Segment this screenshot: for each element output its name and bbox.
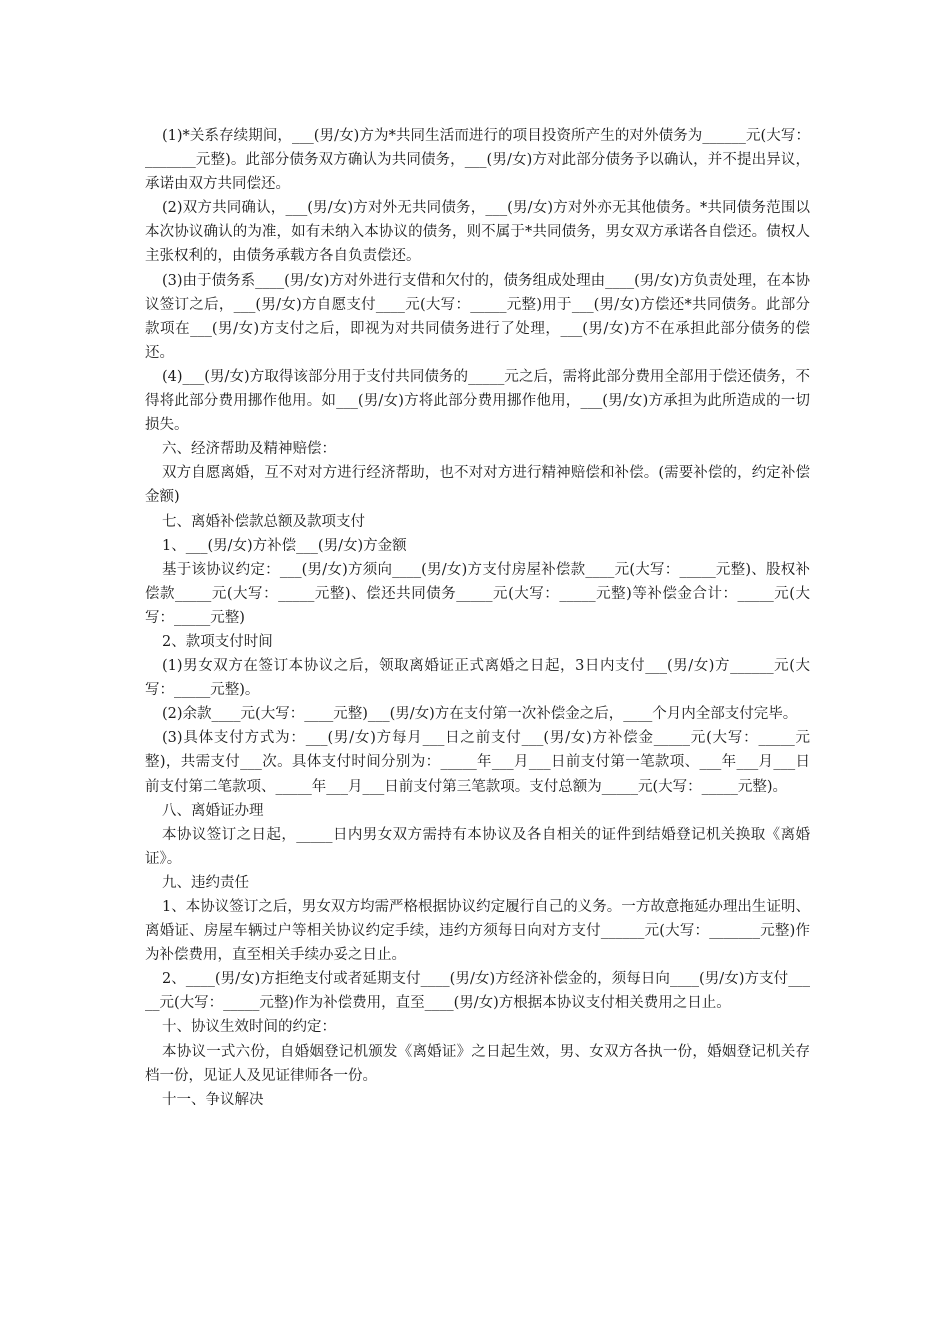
- compensation-paragraph: 基于该协议约定：___(男/女)方须向____(男/女)方支付房屋补偿款____元(大写：_____元整)、股权补偿款_____元(大写：_____元整)、偿还共同债务_____元(大写：_____元整)等补偿金合计：_____元(大写：_____元整): [145, 561, 810, 626]
- payment-clause-2: (2)余款____元(大写：____元整)___(男/女)方在支付第一次补偿金之后，____个月内全部支付完毕。: [162, 706, 798, 723]
- subheading-payment-time: 2、款项支付时间: [162, 633, 273, 650]
- section-heading-7: 七、离婚补偿款总额及款项支付: [162, 513, 365, 530]
- section-heading-11: 十一、争议解决: [162, 1091, 264, 1108]
- document-body: [145, 124, 810, 1112]
- effective-time-paragraph: 本协议一式六份，自婚姻登记机颁发《离婚证》之日起生效，男、女双方各执一份，婚姻登记机关存档一份，见证人及见证律师各一份。: [145, 1043, 810, 1084]
- economic-aid-paragraph: 双方自愿离婚，互不对对方进行经济帮助，也不对对方进行精神赔偿和补偿。(需要补偿的，约定补偿金额): [145, 465, 810, 506]
- breach-clause-1: 1、本协议签订之后，男女双方均需严格根据协议约定履行自己的义务。一方故意拖延办理出生证明、离婚证、房屋车辆过户等相关协议约定手续，违约方须每日向对方支付______元(大写：_______元整)作为补偿费用，直至相关手续办妥之日止。: [145, 899, 810, 964]
- section-heading-9: 九、违约责任: [162, 874, 249, 891]
- payment-clause-1: (1)男女双方在签订本协议之后，领取离婚证正式离婚之日起，3日内支付___(男/女)方______元(大写：_____元整)。: [145, 658, 810, 699]
- subheading-compensation-amount: 1、___(男/女)方补偿___(男/女)方金额: [162, 537, 407, 554]
- debt-clause-1: (1)*关系存续期间，___(男/女)方为*共同生活而进行的项目投资所产生的对外债务为______元(大写：_______元整)。此部分债务双方确认为共同债务，___(男/女)方对此部分债务予以确认，并不提出异议，承诺由双方共同偿还。: [145, 128, 810, 193]
- section-heading-6: 六、经济帮助及精神赔偿：: [162, 441, 336, 458]
- certificate-paragraph: 本协议签订之日起，_____日内男女双方需持有本协议及各自相关的证件到结婚登记机关换取《离婚证》。: [145, 826, 810, 867]
- section-heading-10: 十、协议生效时间的约定：: [162, 1019, 336, 1036]
- debt-clause-2: (2)双方共同确认，___(男/女)方对外无共同债务，___(男/女)方对外亦无其他债务。*共同债务范围以本次协议确认的为准，如有未纳入本协议的债务，则不属于*共同债务，男女双方承诺各自偿还。债权人主张权利的，由债务承载方各自负责偿还。: [145, 200, 810, 265]
- section-heading-8: 八、离婚证办理: [162, 802, 264, 819]
- breach-clause-2: 2、____(男/女)方拒绝支付或者延期支付____(男/女)方经济补偿金的，须每日向____(男/女)方支付_____元(大写：_____元整)作为补偿费用，直至____(男/女)方根据本协议支付相关费用之日止。: [145, 971, 810, 1012]
- debt-clause-4: (4)___(男/女)方取得该部分用于支付共同债务的_____元之后，需将此部分费用全部用于偿还债务，不得将此部分费用挪作他用。如___(男/女)方将此部分费用挪作他用，___(男/女)方承担为此所造成的一切损失。: [145, 368, 810, 434]
- payment-clause-3: (3)具体支付方式为：___(男/女)方每月___日之前支付___(男/女)方补偿金_____元(大写：_____元整)，共需支付___次。具体支付时间分别为：_____年___月___日前支付第一笔款项、___年___月___日前支付第二笔款项、_____年___月___日前支付第三笔款项。支付总额为_____元(大写：_____元整)。: [145, 730, 810, 795]
- debt-clause-3: (3)由于债务系____(男/女)方对外进行支借和欠付的，债务组成处理由____(男/女)方负责处理，在本协议签订之后，___(男/女)方自愿支付____元(大写：_____元整)用于___(男/女)方偿还*共同债务。此部分款项在___(男/女)方支付之后，即视为对共同债务进行了处理，___(男/女)方不在承担此部分债务的偿还。: [145, 272, 810, 361]
